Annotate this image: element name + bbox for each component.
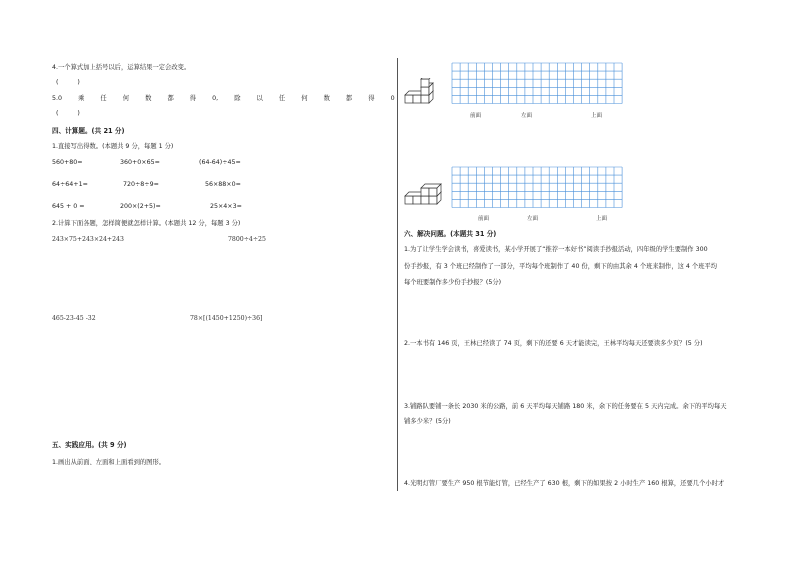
- calc-expression: 243×75+243×24+243: [52, 236, 124, 243]
- q5-char: 都: [345, 95, 353, 102]
- q5-char: 任: [100, 95, 107, 102]
- calc-expression: 7800÷4÷25: [228, 236, 266, 243]
- oral-calc: 64÷64+1=: [52, 181, 88, 188]
- q5-char: 任: [278, 95, 286, 102]
- section-4-q2: 2.计算下面各题，怎样简便就怎样计算。(本题共 12 分，每题 3 分): [52, 220, 241, 227]
- q5-char: 数: [145, 95, 152, 102]
- calc-expression: 78×[(1450+1250)÷36]: [190, 315, 263, 322]
- question-5: [52, 95, 417, 103]
- oral-calc: 200×(2+5)=: [120, 203, 161, 210]
- problem-4-line: 4.光明灯管厂要生产 950 根节能灯管，已经生产了 630 根，剩下的如果按 2 小时生产 160 根算，还要几个小时才: [404, 480, 725, 487]
- answer-paren-5[interactable]: ( ): [56, 110, 80, 117]
- oral-calc: (64-64)÷45=: [199, 159, 241, 166]
- problem-3-line: 3.铺路队要铺一条长 2030 米的公路，前 6 天平均每天铺路 180 米，余下的任务要在 5 天内完成。余下的平均每天: [404, 403, 727, 410]
- oral-calc: 560+80=: [52, 159, 83, 166]
- section-5-title: 五、实践应用。(共 9 分): [52, 441, 127, 449]
- answer-paren-4[interactable]: ( ): [56, 79, 80, 86]
- q5-char: 以: [256, 95, 263, 102]
- calc-expression: 465-23-45 -32: [52, 315, 96, 322]
- drawing-grid-2[interactable]: [451, 166, 623, 211]
- oral-calc: 56×88×0=: [205, 181, 241, 188]
- section-6-title: 六、解决问题。(本题共 31 分): [404, 230, 497, 238]
- q5-char: 何: [122, 95, 130, 102]
- section-4-title: 四、计算题。(共 21 分): [52, 127, 125, 135]
- view-label-front: 前面: [470, 113, 482, 119]
- q5-char: 都: [167, 95, 174, 102]
- q5-char: 何: [301, 95, 308, 102]
- question-4: 4.一个算式加上括号以后，运算结果一定会改变。: [52, 64, 191, 71]
- problem-3-line: 铺多少米？(5分): [404, 418, 451, 425]
- view-label-top: 上面: [591, 113, 603, 119]
- cube-figure-1-icon: [403, 78, 435, 106]
- q5-char: 0,: [212, 95, 219, 102]
- cube-figure-2-icon: [403, 183, 443, 207]
- problem-2-line: 2.一本书有 146 页，王林已经读了 74 页，剩下的还要 6 天才能读完，王林平均每天还要读多少页？(5 分): [404, 340, 703, 347]
- column-divider: [397, 58, 398, 491]
- view-label-left: 左面: [521, 113, 533, 119]
- oral-calc: 25×4×3=: [210, 203, 242, 210]
- q5-char: 0: [390, 95, 395, 102]
- q5-char: 5.0: [52, 95, 63, 102]
- q5-char: 乘: [78, 95, 85, 102]
- oral-calc: 645 + 0 =: [52, 203, 85, 210]
- problem-1-line: 1.为了让学生学会读书，喜爱读书，某小学开展了“推荐一本好书”阅读手抄报活动，四年级的学生要制作 300: [404, 246, 708, 253]
- drawing-grid-1[interactable]: [451, 62, 623, 107]
- section-4-q1: 1.直接写出得数。(本题共 9 分，每题 1 分): [52, 143, 174, 150]
- q5-char: 得: [189, 95, 197, 102]
- q5-char: 数: [323, 95, 330, 102]
- q5-char: 得: [368, 95, 375, 102]
- view-label-front: 前面: [478, 216, 490, 222]
- problem-1-line: 每个班要制作多少份手抄报？(5分): [404, 279, 502, 286]
- view-label-top: 上面: [596, 216, 608, 222]
- oral-calc: 360+0×65=: [120, 159, 160, 166]
- section-5-q1: 1.画出从前面、左面和上面看到的图形。: [52, 459, 166, 466]
- q5-char: 除: [234, 95, 241, 102]
- problem-1-line: 份手抄报，有 3 个班已经制作了一部分，平均每个班制作了 40 份，剩下的由其余 4 个班来制作，这 4 个班平均: [404, 263, 718, 270]
- view-label-left: 左面: [527, 216, 539, 222]
- oral-calc: 720÷8÷9=: [123, 181, 159, 188]
